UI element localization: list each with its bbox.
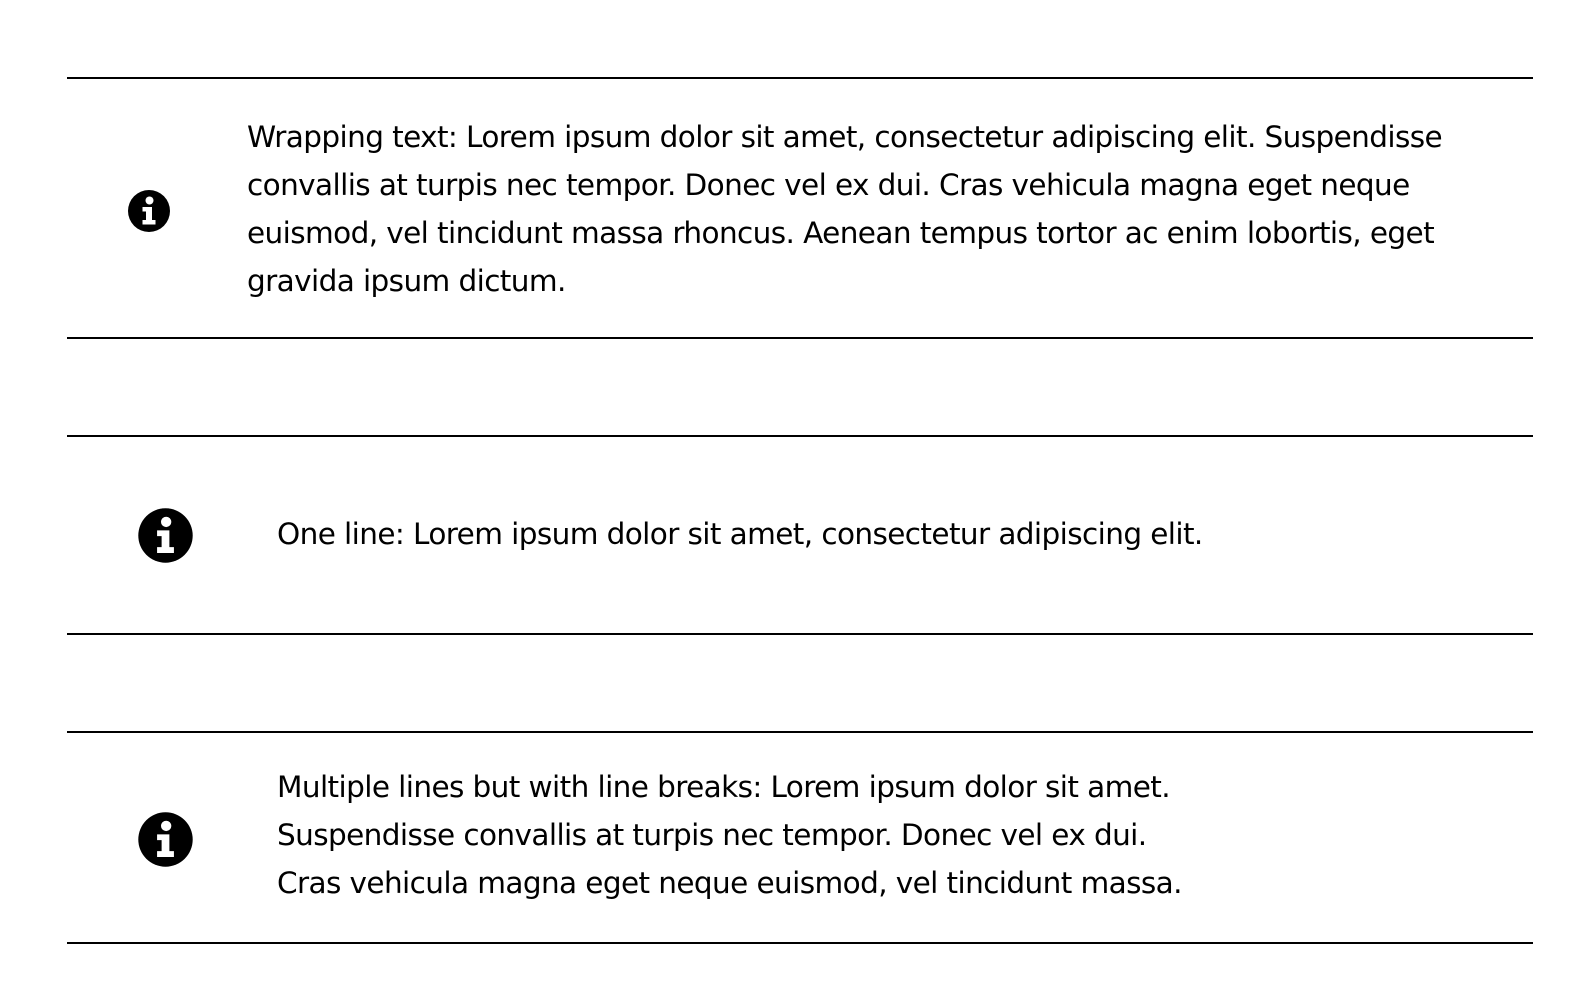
notice-line: Cras vehicula magna eget neque euismod, vel tincidunt massa. <box>277 866 1182 900</box>
notice-line: convallis at turpis nec tempor. Donec vel ex dui. Cras vehicula magna eget neque <box>247 168 1410 202</box>
notice-message <box>277 510 1203 558</box>
notice-message <box>247 113 1442 305</box>
info-circle-icon <box>137 811 194 868</box>
info-notice-wrapping <box>67 77 1533 339</box>
notice-line: Suspendisse convallis at turpis nec tempor. Donec vel ex dui. <box>277 818 1147 852</box>
info-circle-icon <box>137 507 194 564</box>
info-notice-line-breaks <box>67 731 1533 944</box>
notice-line: One line: Lorem ipsum dolor sit amet, consectetur adipiscing elit. <box>277 517 1203 551</box>
info-notice-one-line <box>67 435 1533 635</box>
info-circle-icon <box>127 189 171 233</box>
notice-line: Multiple lines but with line breaks: Lorem ipsum dolor sit amet. <box>277 770 1171 804</box>
notice-line: gravida ipsum dictum. <box>247 264 566 298</box>
notice-line: euismod, vel tincidunt massa rhoncus. Aenean tempus tortor ac enim lobortis, eget <box>247 216 1435 250</box>
notice-line: Wrapping text: Lorem ipsum dolor sit amet, consectetur adipiscing elit. Suspendisse <box>247 120 1443 154</box>
notice-message <box>277 763 1182 907</box>
